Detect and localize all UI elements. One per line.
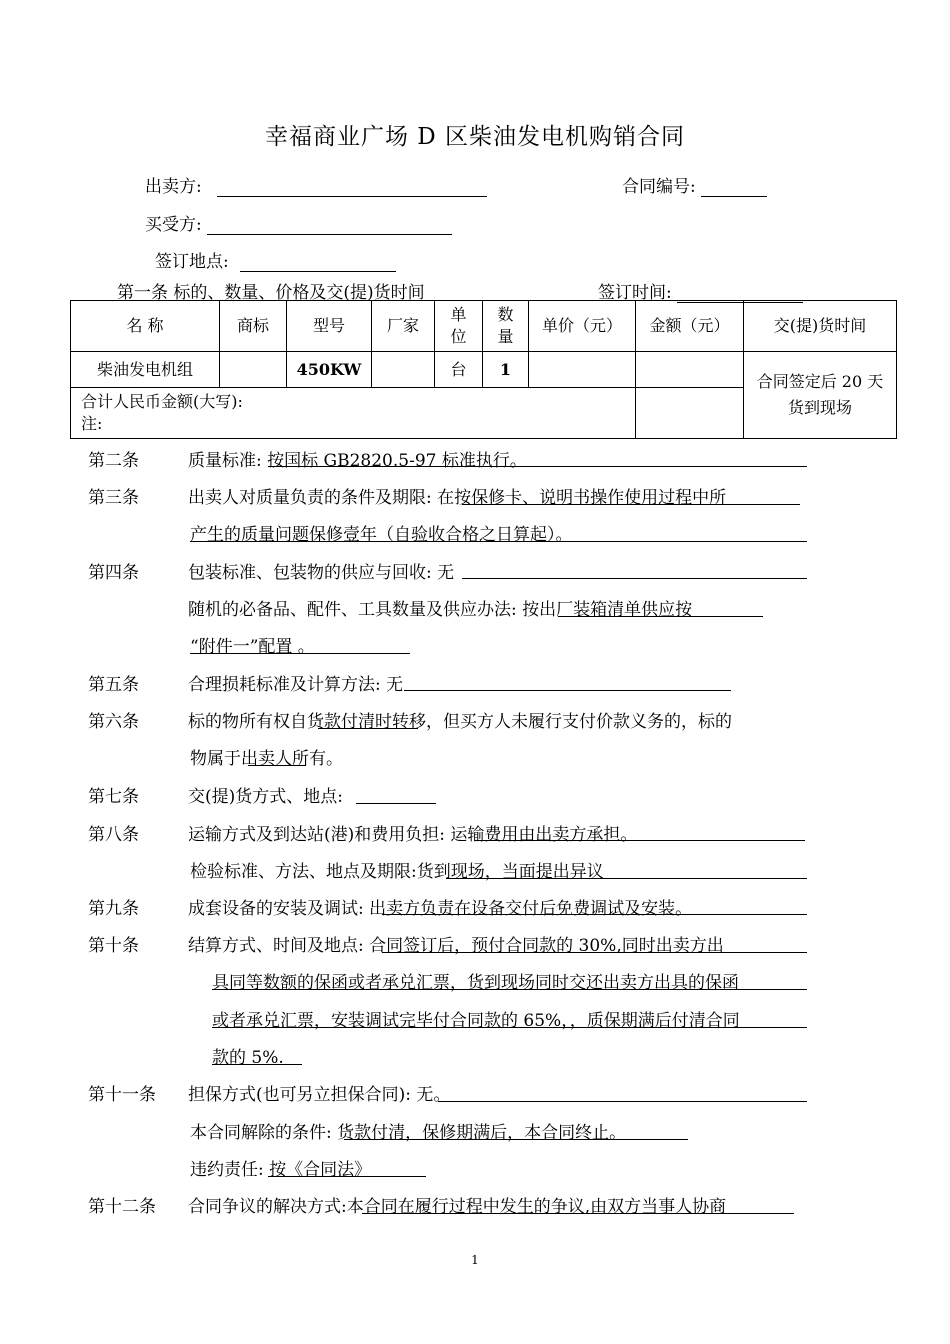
col-header: 名 称 xyxy=(71,301,220,352)
article-line: 本合同解除的条件: 货款付清，保修期满后，本合同终止。 xyxy=(190,1123,627,1143)
underline xyxy=(438,1101,807,1102)
article-line: “附件一”配置 。 xyxy=(190,637,315,657)
article-line: 合同争议的解决方式:本合同在履行过程中发生的争议,由双方当事人协商 xyxy=(188,1197,727,1217)
article-line: 产生的质量问题保修壹年（自验收合格之日算起）。 xyxy=(190,525,573,545)
underline xyxy=(268,1176,426,1177)
table-cell xyxy=(220,352,287,388)
underline xyxy=(190,653,410,654)
seller-label: 出卖方: xyxy=(145,177,202,197)
article-line: 具同等数额的保函或者承兑汇票，货到现场同时交还出卖方出具的保函 xyxy=(212,973,739,993)
article-number: 第十一条 xyxy=(88,1085,156,1105)
col-header: 厂家 xyxy=(372,301,435,352)
place-field xyxy=(155,247,396,272)
col-header: 数量 xyxy=(483,301,529,352)
article-number: 第九条 xyxy=(88,899,139,919)
article-line: 检验标准、方法、地点及期限:货到现场，当面提出异议 xyxy=(190,862,604,882)
underline xyxy=(382,952,807,953)
col-header: 金额（元） xyxy=(636,301,744,352)
page-number: 1 xyxy=(471,1253,479,1267)
col-header: 型号 xyxy=(287,301,372,352)
note-label: 注: xyxy=(81,414,103,433)
underline xyxy=(318,728,418,729)
underline xyxy=(190,541,807,542)
table-cell xyxy=(636,352,744,388)
col-header: 商标 xyxy=(220,301,287,352)
article-line: 标的物所有权自货款付清时转移，但买方人未履行支付价款义务的，标的 xyxy=(188,712,732,732)
buyer-blank[interactable] xyxy=(207,214,452,235)
buyer-label: 买受方: xyxy=(145,215,202,235)
delivery-time-cell: 合同签定后 20 天货到现场 xyxy=(744,352,897,439)
table-row xyxy=(71,352,897,388)
article-line: 结算方式、时间及地点: 合同签订后，预付合同款的 30%,同时出卖方出 xyxy=(188,936,724,956)
goods-table xyxy=(70,300,897,439)
article-line: 合理损耗标准及计算方法: 无 xyxy=(188,675,404,695)
article-line: 随机的必备品、配件、工具数量及供应办法: 按出厂装箱清单供应按 xyxy=(188,600,693,620)
table-header-row xyxy=(71,301,897,352)
article-line: 或者承兑汇票，安装调试完毕付合同款的 65%，，质保期满后付清合同 xyxy=(212,1011,740,1031)
col-header: 单位 xyxy=(435,301,483,352)
document-title: 幸福商业广场 D 区柴油发电机购销合同 xyxy=(264,124,686,150)
underline xyxy=(382,914,807,915)
underline xyxy=(212,989,807,990)
underline xyxy=(475,840,805,841)
underline xyxy=(212,1027,807,1028)
buyer-field xyxy=(145,210,452,235)
article-number: 第四条 xyxy=(88,563,139,583)
article-number: 第十二条 xyxy=(88,1197,156,1217)
article-line: 出卖人对质量负责的条件及期限: 在按保修卡、说明书操作使用过程中所 xyxy=(188,488,727,508)
table-cell: 450KW xyxy=(287,352,372,388)
underline xyxy=(404,690,731,691)
underline xyxy=(268,466,807,467)
col-header: 交(提)货时间 xyxy=(744,301,897,352)
total-cell xyxy=(71,388,636,439)
underline xyxy=(344,1139,688,1140)
article-line: 担保方式(也可另立担保合同): 无。 xyxy=(188,1085,451,1105)
underline xyxy=(362,1213,794,1214)
underline xyxy=(462,578,807,579)
place-blank[interactable] xyxy=(240,251,396,272)
place-label: 签订地点: xyxy=(155,252,229,272)
contract-no-label: 合同编号: xyxy=(622,177,696,197)
article-number: 第五条 xyxy=(88,675,139,695)
underline xyxy=(558,616,763,617)
seller-field xyxy=(145,172,487,197)
article-number: 第二条 xyxy=(88,451,139,471)
underline xyxy=(356,803,436,804)
col-header: 单价（元） xyxy=(529,301,636,352)
table-cell: 柴油发电机组 xyxy=(71,352,220,388)
article-number: 第十条 xyxy=(88,936,139,956)
article-line: 质量标准: 按国标 GB2820.5-97 标准执行。 xyxy=(188,451,527,471)
underline xyxy=(462,504,800,505)
contract-no-blank[interactable] xyxy=(701,176,767,197)
table-cell xyxy=(529,352,636,388)
table-cell xyxy=(372,352,435,388)
article-line: 包装标准、包装物的供应与回收: 无 xyxy=(188,563,455,583)
contract-no-field xyxy=(622,172,767,197)
total-amount-cell xyxy=(636,388,744,439)
sign-time-label: 签订时间: xyxy=(598,283,672,303)
article-line: 运输方式及到达站(港)和费用负担: 运输费用由出卖方承担。 xyxy=(188,825,638,845)
article-line: 交(提)货方式、地点: xyxy=(188,787,343,807)
seller-blank[interactable] xyxy=(217,176,487,197)
underline xyxy=(212,1064,302,1065)
article-number: 第六条 xyxy=(88,712,139,732)
article-number: 第三条 xyxy=(88,488,139,508)
article-number: 第八条 xyxy=(88,825,139,845)
table-cell: 台 xyxy=(435,352,483,388)
underline xyxy=(248,765,306,766)
total-label: 合计人民币金额(大写): xyxy=(81,392,243,411)
article-number: 第七条 xyxy=(88,787,139,807)
underline xyxy=(446,878,807,879)
table-cell: 1 xyxy=(483,352,529,388)
article1-heading: 第一条 标的、数量、价格及交(提)货时间 xyxy=(117,283,425,303)
article-line: 款的 5%. xyxy=(212,1048,284,1068)
article-line: 成套设备的安装及调试: 出卖方负责在设备交付后免费调试及安装。 xyxy=(188,899,693,919)
article-line: 物属于出卖人所有。 xyxy=(190,749,343,769)
article-line: 违约责任: 按《合同法》 xyxy=(190,1160,372,1180)
